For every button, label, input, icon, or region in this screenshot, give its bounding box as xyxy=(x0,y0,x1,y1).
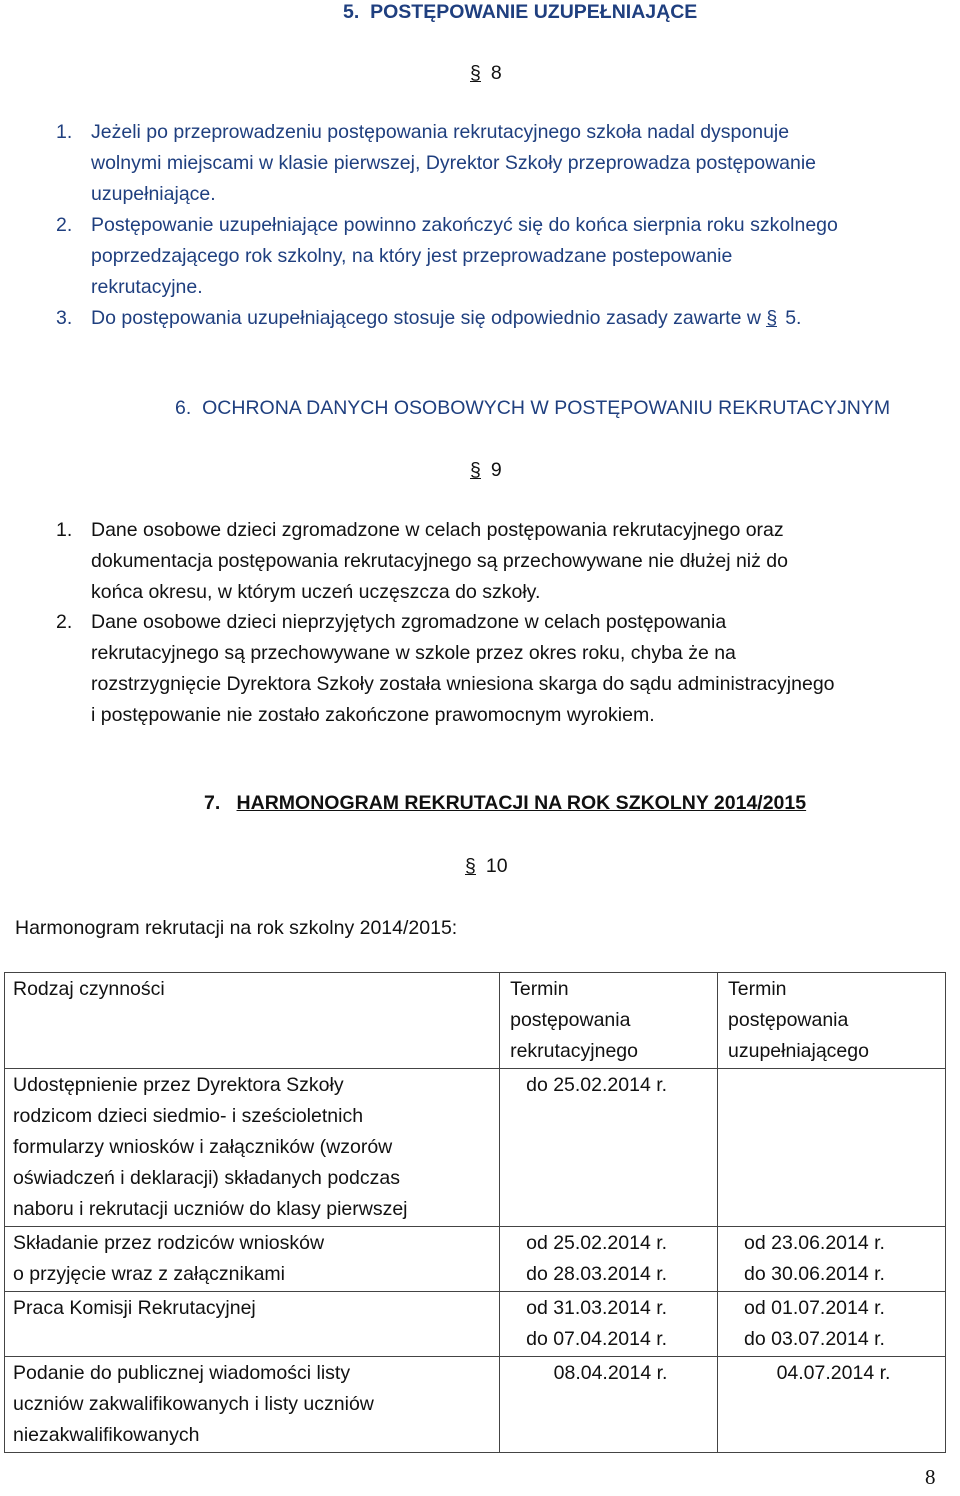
section-5-number: 5. xyxy=(343,1,360,23)
cell-supplementary xyxy=(718,1227,946,1292)
cell-recruitment xyxy=(500,1069,718,1227)
section-5-heading xyxy=(343,0,697,28)
header-line: postępowania xyxy=(510,1009,631,1031)
cell-line: niezakwalifikowanych xyxy=(13,1424,200,1446)
section-6-heading xyxy=(175,393,890,424)
cell-line: do 07.04.2014 r. xyxy=(526,1328,668,1350)
paragraph-sign: § xyxy=(766,307,778,329)
table-header-row xyxy=(5,973,946,1069)
header-line: rekrutacyjnego xyxy=(510,1040,638,1062)
table-row xyxy=(5,1357,946,1453)
item-line: Dane osobowe dzieci zgromadzone w celach postępowania rekrutacyjnego oraz xyxy=(91,519,784,541)
header-line: Rodzaj czynności xyxy=(13,978,165,1000)
header-line: postępowania xyxy=(728,1009,849,1031)
cell-recruitment xyxy=(500,1292,718,1357)
cell-line: Składanie przez rodziców wniosków xyxy=(13,1232,325,1254)
header-line: Termin xyxy=(510,978,569,1000)
schedule-table xyxy=(4,972,946,1453)
section-6-number: 6. xyxy=(175,397,192,419)
paragraph-sign: § xyxy=(470,459,481,481)
item-line: Dane osobowe dzieci nieprzyjętych zgromadzone w celach postępowania xyxy=(91,611,727,633)
cell-activity xyxy=(5,1227,500,1292)
section-7-number: 7. xyxy=(204,792,221,814)
header-cell-supplementary xyxy=(718,973,946,1069)
cell-line: 04.07.2014 r. xyxy=(776,1362,891,1384)
cell-line: od 01.07.2014 r. xyxy=(744,1297,885,1319)
item-number: 1. xyxy=(56,519,73,541)
cell-recruitment xyxy=(500,1357,718,1453)
paragraph-sign: § xyxy=(470,62,481,84)
cell-line: Udostępnienie przez Dyrektora Szkoły xyxy=(13,1074,344,1096)
header-cell-recruitment xyxy=(500,973,718,1069)
cell-line: Podanie do publicznej wiadomości listy xyxy=(13,1362,351,1384)
item-line: końca okresu, w którym uczeń uczęszcza do szkoły. xyxy=(91,581,541,603)
section-7-heading xyxy=(204,788,806,819)
section-7-title: HARMONOGRAM REKRUTACJI NA ROK SZKOLNY 2014/2015 xyxy=(236,792,807,814)
cell-line: rodzicom dzieci siedmio- i sześcioletnich xyxy=(13,1105,364,1127)
item-line: Do postępowania uzupełniającego stosuje się odpowiednio zasady zawarte w xyxy=(91,307,767,329)
item-line: rekrutacyjnego są przechowywane w szkole przez okres roku, chyba że na xyxy=(91,642,736,664)
cell-supplementary xyxy=(718,1357,946,1453)
cell-line: do 28.03.2014 r. xyxy=(526,1263,668,1285)
header-line: Termin xyxy=(728,978,787,1000)
cell-activity xyxy=(5,1357,500,1453)
cell-line: uczniów zakwalifikowanych i listy uczniów xyxy=(13,1393,374,1415)
cell-line: do 03.07.2014 r. xyxy=(744,1328,885,1350)
item-line: rozstrzygnięcie Dyrektora Szkoły została wniesiona skarga do sądu administracyjnego xyxy=(91,673,835,695)
item-line: uzupełniające. xyxy=(91,183,216,205)
item-line: rekrutacyjne. xyxy=(91,276,203,298)
header-cell-activity xyxy=(5,973,500,1069)
section-6-title: OCHRONA DANYCH OSOBOWYCH W POSTĘPOWANIU REKRUTACYJNYM xyxy=(202,397,891,419)
item-line: poprzedzającego rok szkolny, na który jest przeprowadzane postepowanie xyxy=(91,245,733,267)
item-line: 5. xyxy=(785,307,802,329)
cell-line: do 30.06.2014 r. xyxy=(744,1263,885,1285)
section-6-paragraph xyxy=(470,455,502,486)
cell-line: od 23.06.2014 r. xyxy=(744,1232,885,1254)
cell-line: od 25.02.2014 r. xyxy=(526,1232,668,1254)
table-row xyxy=(5,1292,946,1357)
cell-line: o przyjęcie wraz z załącznikami xyxy=(13,1263,286,1285)
section-7-paragraph xyxy=(465,851,508,882)
section-5-title: POSTĘPOWANIE UZUPEŁNIAJĄCE xyxy=(370,1,698,23)
item-number: 2. xyxy=(56,611,73,633)
cell-line: Praca Komisji Rekrutacyjnej xyxy=(13,1297,256,1319)
page-number: 8 xyxy=(925,1465,936,1489)
paragraph-number: 9 xyxy=(490,459,502,481)
table-row xyxy=(5,1227,946,1292)
item-number: 1. xyxy=(56,121,73,143)
section-5-paragraph xyxy=(470,58,502,89)
item-number: 2. xyxy=(56,214,73,236)
cell-supplementary xyxy=(718,1292,946,1357)
paragraph-number: 10 xyxy=(485,855,508,877)
cell-line: formularzy wniosków i załączników (wzorów xyxy=(13,1136,393,1158)
table-row xyxy=(5,1069,946,1227)
cell-line: od 31.03.2014 r. xyxy=(526,1297,668,1319)
item-line: i postępowanie nie zostało zakończone prawomocnym wyrokiem. xyxy=(91,704,655,726)
cell-activity xyxy=(5,1069,500,1227)
cell-line: naboru i rekrutacji uczniów do klasy pierwszej xyxy=(13,1198,408,1220)
paragraph-sign: § xyxy=(465,855,476,877)
item-number: 3. xyxy=(56,307,73,329)
cell-line: oświadczeń i deklaracji) składanych podczas xyxy=(13,1167,400,1189)
schedule-intro: Harmonogram rekrutacji na rok szkolny 2014/2015: xyxy=(15,917,458,939)
cell-supplementary xyxy=(718,1069,946,1227)
cell-activity xyxy=(5,1292,500,1357)
item-line: wolnymi miejscami w klasie pierwszej, Dyrektor Szkoły przeprowadza postępowanie xyxy=(91,152,817,174)
cell-line: 08.04.2014 r. xyxy=(553,1362,668,1384)
header-line: uzupełniającego xyxy=(728,1040,869,1062)
item-line: dokumentacja postępowania rekrutacyjnego są przechowywane nie dłużej niż do xyxy=(91,550,789,572)
cell-recruitment xyxy=(500,1227,718,1292)
item-line: Postępowanie uzupełniające powinno zakończyć się do końca sierpnia roku szkolnego xyxy=(91,214,838,236)
cell-line: do 25.02.2014 r. xyxy=(526,1074,668,1096)
paragraph-number: 8 xyxy=(490,62,502,84)
item-line: Jeżeli po przeprowadzeniu postępowania rekrutacyjnego szkoła nadal dysponuje xyxy=(91,121,790,143)
